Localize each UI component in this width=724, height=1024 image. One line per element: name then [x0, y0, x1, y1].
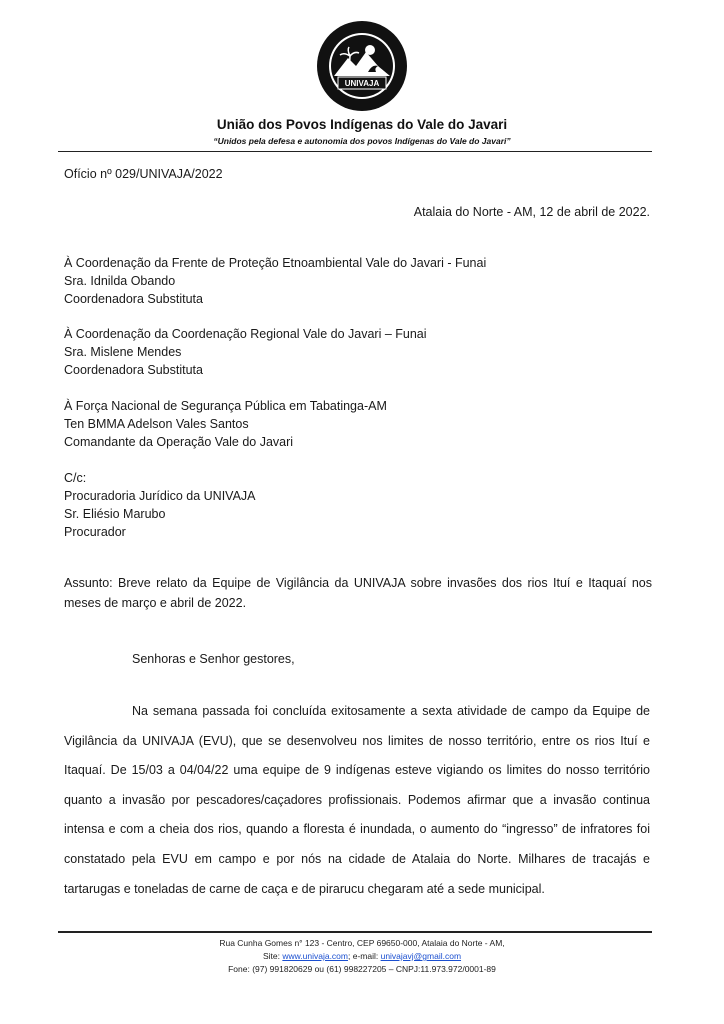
letter-body-text: Na semana passada foi concluída exitosamente a sexta atividade de campo da Equipe de Vigilância da UNIVAJA (EVU), que se desenvolveu nos limites de nosso território, entre os rios Ituí e Itaquaí. De 15/03 a 04/04/22 uma equipe de 9 indígenas esteve vigiando os limites do nosso território quanto a invasão por pescadores/caçadores profissionais. Podemos afirmar que a invasão continua intensa e com a cheia dos rios, quando a floresta é inundada, o aumento do “ingresso” de infratores foi constatado pela EVU em campo e por nós na cidade de Atalaia do Norte. Milhares de tracajás e tartarugas e toneladas de carne de caça e de pirarucu chegaram até a sede municipal.: [64, 704, 650, 896]
recipient-2-line1: À Coordenação da Coordenação Regional Vale do Javari – Funai: [64, 327, 427, 341]
footer-phone: Fone: (97) 991820629 ou (61) 998227205 – CNPJ:11.973.972/0001-89: [228, 964, 496, 974]
footer-email-label: ; e-mail:: [348, 951, 381, 961]
footer-address: Rua Cunha Gomes n° 123 - Centro, CEP 69650-000, Atalaia do Norte - AM,: [219, 938, 505, 948]
recipient-1-line1: À Coordenação da Frente de Proteção Etnoambiental Vale do Javari - Funai: [64, 256, 487, 270]
footer-email-link[interactable]: univajavj@gmail.com: [380, 951, 462, 961]
univaja-logo: [316, 20, 408, 112]
recipient-3: [64, 397, 387, 451]
letter-reference: Ofício nº 029/UNIVAJA/2022: [64, 167, 223, 181]
organization-name: União dos Povos Indígenas do Vale do Javari: [216, 117, 508, 132]
cc-line1: Procuradoria Jurídico da UNIVAJA: [64, 489, 256, 503]
header-divider: [58, 151, 652, 152]
recipient-3-line2: Ten BMMA Adelson Vales Santos: [64, 417, 249, 431]
cc-label: C/c:: [64, 471, 87, 485]
letter-greeting: Senhoras e Senhor gestores,: [132, 652, 295, 666]
letter-body-paragraph: [64, 697, 650, 904]
recipient-3-line1: À Força Nacional de Segurança Pública em Tabatinga-AM: [64, 399, 387, 413]
recipient-2-line3: Coordenadora Substituta: [64, 363, 203, 377]
carbon-copy: [64, 469, 256, 541]
logo-text: UNIVAJA: [344, 79, 380, 88]
cc-line3: Procurador: [64, 525, 126, 539]
place-and-date: Atalaia do Norte - AM, 12 de abril de 2022.: [413, 205, 650, 219]
cc-line2: Sr. Eliésio Marubo: [64, 507, 166, 521]
recipient-2: [64, 325, 427, 379]
organization-slogan: “Unidos pela defesa e autonomia dos povos Indígenas do Vale do Javari”: [213, 136, 511, 146]
recipient-1: [64, 254, 486, 308]
footer-divider: [58, 931, 652, 933]
footer-site-link[interactable]: www.univaja.com: [282, 951, 348, 961]
recipient-2-line2: Sra. Mislene Mendes: [64, 345, 182, 359]
footer-site-label: Site:: [262, 951, 283, 961]
recipient-3-line3: Comandante da Operação Vale do Javari: [64, 435, 294, 449]
footer-contact: [0, 950, 724, 963]
recipient-1-line3: Coordenadora Substituta: [64, 292, 203, 306]
recipient-1-line2: Sra. Idnilda Obando: [64, 274, 176, 288]
letter-subject: Assunto: Breve relato da Equipe de Vigilância da UNIVAJA sobre invasões dos rios Ituí e Itaquaí nos meses de março e abril de 2022.: [64, 576, 652, 610]
